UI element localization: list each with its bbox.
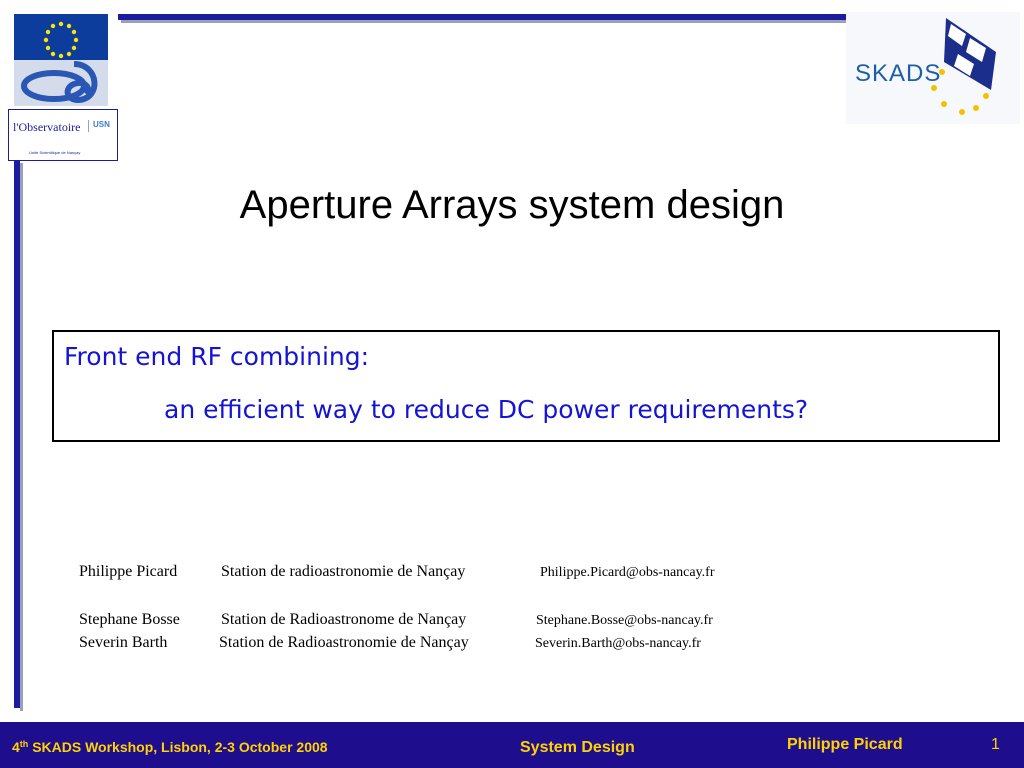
left-frame-bar-shadow (20, 163, 23, 711)
footer-event-text: SKADS Workshop, Lisbon, 2-3 October 2008 (32, 739, 328, 755)
footer-section: System Design (520, 739, 635, 756)
author-institution: Station de Radioastronome de Nançay (221, 611, 467, 628)
eu-fp6-logo (14, 14, 108, 106)
top-frame-bar-shadow (121, 20, 927, 23)
footer-page-number: 1 (991, 736, 1000, 753)
footer-event-ordinal: th (19, 739, 29, 749)
author-institution: Station de Radioastronomie de Nançay (219, 634, 469, 651)
subtitle-box (52, 330, 1000, 442)
author-email[interactable]: Severin.Barth@obs-nancay.fr (535, 636, 701, 651)
observatoire-logo-usn: USN (93, 120, 110, 129)
author-email[interactable]: Philippe.Picard@obs-nancay.fr (540, 565, 715, 580)
footer-event (12, 739, 328, 755)
skads-logo (846, 12, 1020, 124)
observatoire-logo-divider (88, 120, 89, 132)
observatoire-logo-tagline: Unité Scientifique de Nançay (29, 150, 81, 155)
observatoire-logo (8, 109, 118, 161)
slide-footer (0, 722, 1024, 768)
author-institution: Station de radioastronomie de Nançay (221, 563, 466, 580)
slide-title: Aperture Arrays system design (239, 183, 785, 227)
author-email[interactable]: Stephane.Bosse@obs-nancay.fr (536, 613, 713, 628)
subtitle-line-1: Front end RF combining: (64, 342, 370, 371)
skads-logo-text: SKADS (855, 60, 942, 87)
author-name: Philippe Picard (79, 563, 178, 580)
footer-event-number: 4 (12, 739, 20, 755)
author-name: Severin Barth (79, 634, 168, 651)
subtitle-line-2: an efficient way to reduce DC power requirements? (164, 395, 809, 424)
author-name: Stephane Bosse (79, 611, 180, 628)
observatoire-logo-text: l'Observatoire (13, 120, 81, 134)
footer-presenter: Philippe Picard (787, 736, 903, 753)
